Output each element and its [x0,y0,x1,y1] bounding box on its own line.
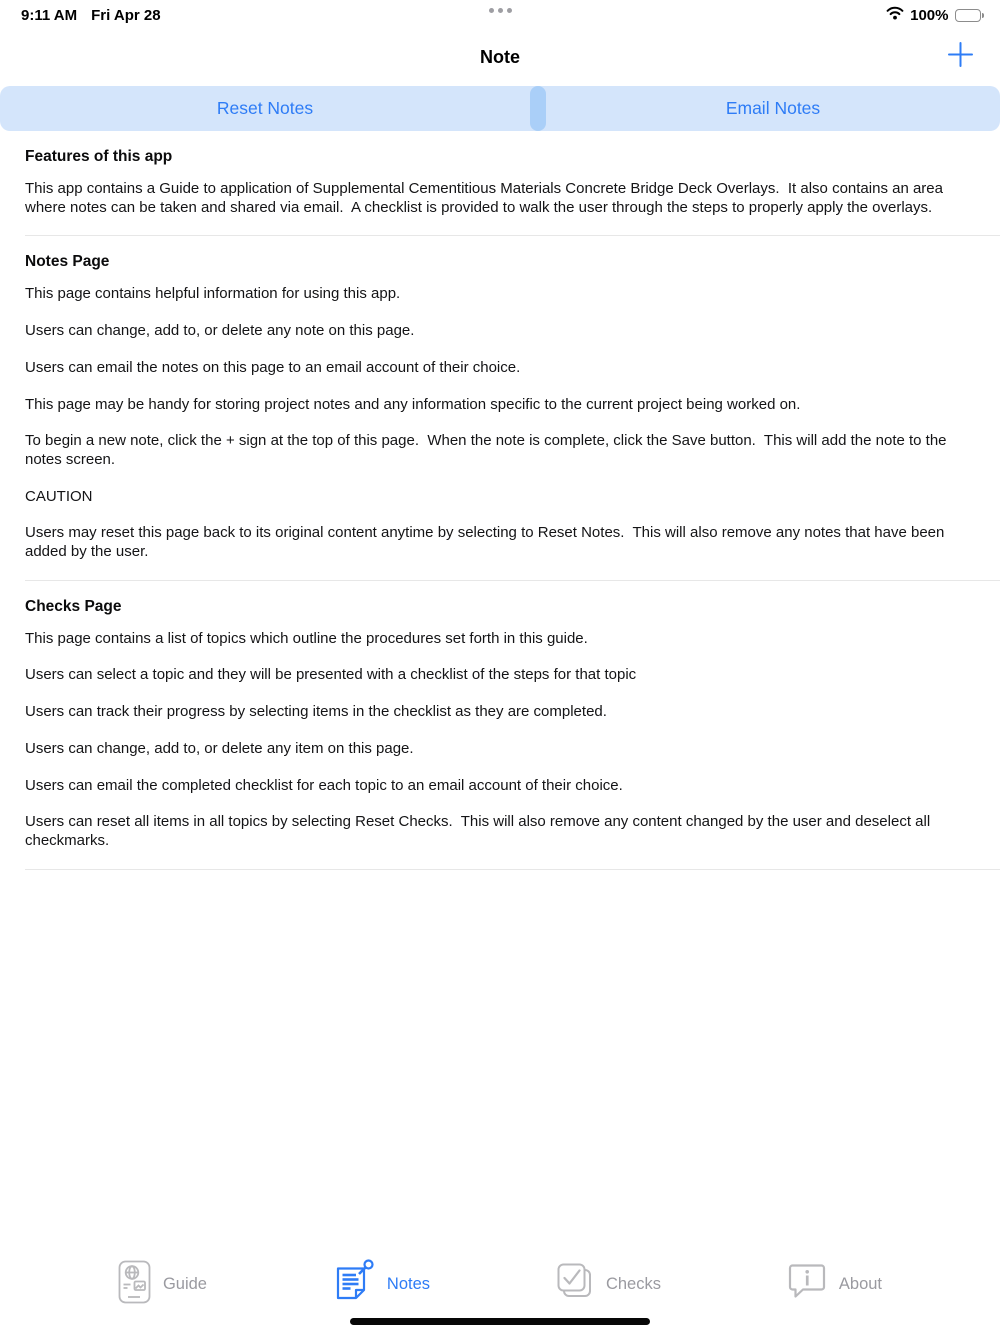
paragraph: To begin a new note, click the + sign at the top of this page. When the note is complete, click the Save button. This will add the note to the notes screen. [25,432,951,468]
page-title: Note [480,46,520,67]
segment-divider [530,86,546,131]
about-icon [787,1263,827,1305]
paragraph: Users can email the notes on this page to an email account of their choice. [25,358,521,376]
section-heading: Notes Page [25,253,110,271]
paragraph: This page contains a list of topics which outline the procedures set forth in this guide. [25,629,588,647]
section-divider [25,235,1000,236]
checks-icon [556,1262,594,1307]
reset-notes-button[interactable]: Reset Notes [0,86,530,131]
tab-about[interactable] [787,1263,882,1305]
nav-bar [0,28,1000,86]
tab-notes[interactable] [333,1259,430,1310]
notes-icon [333,1259,375,1310]
notes-content [0,131,1000,870]
tab-label: Notes [386,1274,431,1293]
section-checks-page [25,598,974,851]
battery-percent: 100% [910,6,949,24]
add-note-button[interactable] [946,42,974,70]
paragraph: Users can change, add to, or delete any item on this page. [25,739,414,757]
battery-icon [955,9,985,22]
section-divider [25,869,1000,870]
tab-label: Checks [605,1274,661,1293]
paragraph: This page may be handy for storing project notes and any information specific to the current project being worked on. [25,395,801,413]
status-time: 9:11 AM [21,6,78,24]
paragraph: Users can email the completed checklist for each topic to an email account of their choice. [25,776,623,794]
status-date: Fri Apr 28 [91,6,161,24]
paragraph: Users can track their progress by selecting items in the checklist as they are completed. [25,703,607,721]
paragraph: This app contains a Guide to application of Supplemental Cementitious Materials Concrete Bridge Deck Overlays. It also contains an area where notes can be taken and shared via email. A checklist is provided to walk the user through the steps to properly apply the overlays. [25,180,948,216]
paragraph: CAUTION [25,487,93,505]
guide-icon [118,1260,151,1309]
home-indicator[interactable] [350,1318,650,1325]
section-features [25,148,974,217]
wifi-icon [886,6,904,24]
section-heading: Features of this app [25,148,173,165]
tab-label: About [838,1274,883,1293]
status-bar [0,0,1000,28]
plus-icon [947,41,974,71]
section-heading: Checks Page [25,597,122,615]
email-notes-button[interactable]: Email Notes [546,86,1000,131]
tab-guide[interactable] [118,1260,207,1309]
tab-checks[interactable] [556,1262,661,1307]
notes-action-segmented-control [0,86,1000,131]
paragraph: Users can change, add to, or delete any note on this page. [25,322,415,340]
paragraph: This page contains helpful information for using this app. [25,285,401,303]
paragraph: Users can select a topic and they will be presented with a checklist of the steps for that topic [25,666,637,684]
section-notes-page [25,253,974,561]
tab-label: Guide [162,1274,207,1293]
paragraph: Users may reset this page back to its original content anytime by selecting to Reset Notes. This will also remove any notes that have been added by the user. [25,524,949,561]
paragraph: Users can reset all items in all topics by selecting Reset Checks. This will also remove any content changed by the user and deselect all checkmarks. [25,813,935,849]
section-divider [25,580,1000,581]
